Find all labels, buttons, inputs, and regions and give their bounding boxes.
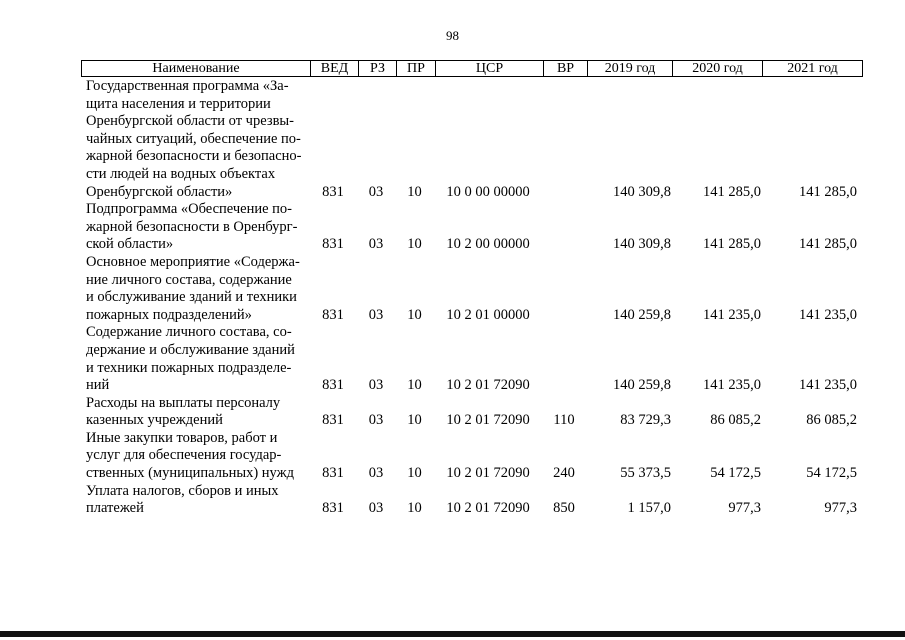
cell-rz: 03 xyxy=(368,377,384,394)
header-rz: РЗ xyxy=(358,61,396,76)
table-row xyxy=(81,254,863,324)
header-vr: ВР xyxy=(543,61,587,76)
scan-edge-bar xyxy=(0,631,905,637)
cell-pr: 10 xyxy=(407,183,422,200)
cell-2019: 55 373,5 xyxy=(620,465,671,482)
cell-2020: 141 285,0 xyxy=(703,236,761,253)
cell-2020: 977,3 xyxy=(728,500,761,517)
row-name: Расходы на выплаты персоналу казенных учреждений xyxy=(86,394,281,429)
cell-rz: 03 xyxy=(368,183,384,200)
cell-2021: 141 235,0 xyxy=(799,306,857,323)
cell-csr: 10 2 01 72090 xyxy=(446,500,530,517)
cell-pr: 10 xyxy=(407,412,422,429)
cell-ved: 831 xyxy=(322,236,344,253)
cell-ved: 831 xyxy=(322,377,344,394)
table-row xyxy=(81,201,863,254)
row-name: Основное мероприятие «Содержа- ние личного состава, содержание и обслуживание зданий и техники пожарных подразделений» xyxy=(86,253,300,323)
cell-ved: 831 xyxy=(322,412,344,429)
cell-2020: 86 085,2 xyxy=(710,412,761,429)
table-row xyxy=(81,395,863,430)
cell-vr: 110 xyxy=(553,412,575,429)
row-name: Государственная программа «За- щита населения и территории Оренбургской области от чрезвы- чайных ситуаций, обеспечение по- жарной безопасности и безопасно- сти людей на водных объектах Оренбургской области» xyxy=(86,78,302,200)
cell-csr: 10 2 00 00000 xyxy=(446,236,530,253)
cell-rz: 03 xyxy=(368,306,384,323)
cell-pr: 10 xyxy=(407,306,422,323)
cell-2019: 140 309,8 xyxy=(613,236,671,253)
cell-2021: 86 085,2 xyxy=(806,412,857,429)
cell-2021: 977,3 xyxy=(824,500,857,517)
table-header xyxy=(81,60,863,77)
table-row xyxy=(81,324,863,394)
cell-csr: 10 0 00 00000 xyxy=(446,183,530,200)
cell-2019: 140 309,8 xyxy=(613,183,671,200)
cell-ved: 831 xyxy=(322,306,344,323)
cell-rz: 03 xyxy=(368,465,384,482)
cell-vr: 850 xyxy=(553,500,575,517)
cell-2020: 141 285,0 xyxy=(703,183,761,200)
cell-csr: 10 2 01 00000 xyxy=(446,306,530,323)
cell-rz: 03 xyxy=(368,236,384,253)
table-body xyxy=(81,78,863,518)
cell-2019: 1 157,0 xyxy=(627,500,671,517)
header-ved: ВЕД xyxy=(310,61,358,76)
cell-2020: 141 235,0 xyxy=(703,377,761,394)
cell-2019: 140 259,8 xyxy=(613,306,671,323)
cell-csr: 10 2 01 72090 xyxy=(446,377,530,394)
header-csr: ЦСР xyxy=(435,61,543,76)
table-row xyxy=(81,430,863,483)
cell-csr: 10 2 01 72090 xyxy=(446,465,530,482)
row-name: Содержание личного состава, со- держание и обслуживание зданий и техники пожарных подразделе- ний xyxy=(86,324,295,394)
header-2021: 2021 год xyxy=(762,61,862,76)
header-pr: ПР xyxy=(396,61,435,76)
cell-2021: 54 172,5 xyxy=(806,465,857,482)
header-2019: 2019 год xyxy=(587,61,672,76)
cell-vr: 240 xyxy=(553,465,575,482)
cell-2021: 141 235,0 xyxy=(799,377,857,394)
row-name: Подпрограмма «Обеспечение по- жарной безопасности в Оренбург- ской области» xyxy=(86,201,298,253)
cell-2021: 141 285,0 xyxy=(799,183,857,200)
row-name: Иные закупки товаров, работ и услуг для обеспечения государ- ственных (муниципальных) нужд xyxy=(86,429,294,482)
header-name: Наименование xyxy=(152,61,240,76)
cell-rz: 03 xyxy=(368,412,384,429)
cell-2020: 141 235,0 xyxy=(703,306,761,323)
cell-rz: 03 xyxy=(368,500,384,517)
cell-2021: 141 285,0 xyxy=(799,236,857,253)
cell-ved: 831 xyxy=(322,465,344,482)
table-row xyxy=(81,78,863,201)
header-2020: 2020 год xyxy=(672,61,762,76)
table-row xyxy=(81,483,863,518)
cell-pr: 10 xyxy=(407,236,422,253)
cell-ved: 831 xyxy=(322,183,344,200)
cell-pr: 10 xyxy=(407,377,422,394)
row-name: Уплата налогов, сборов и иных платежей xyxy=(86,482,279,517)
cell-2019: 83 729,3 xyxy=(620,412,671,429)
cell-csr: 10 2 01 72090 xyxy=(446,412,530,429)
cell-pr: 10 xyxy=(407,500,422,517)
cell-pr: 10 xyxy=(407,465,422,482)
cell-ved: 831 xyxy=(322,500,344,517)
cell-2020: 54 172,5 xyxy=(710,465,761,482)
page-number: 98 xyxy=(446,28,459,43)
cell-2019: 140 259,8 xyxy=(613,377,671,394)
